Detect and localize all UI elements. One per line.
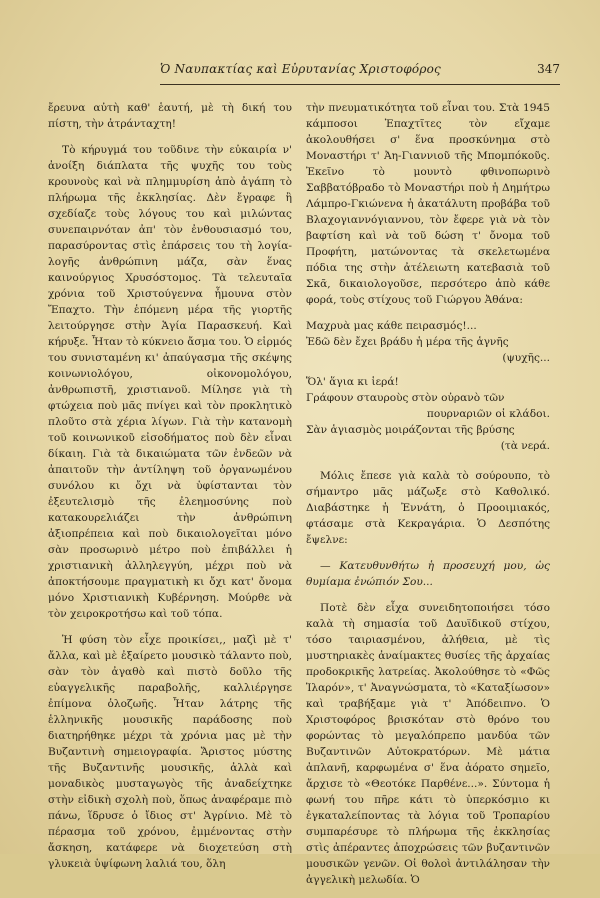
page-header [160,62,560,76]
chant-quote: — Κατευθυνθήτω ἡ προσευχή μου, ὡς θυμίαμα ἐνώπιόν Σου... [306,560,550,588]
paragraph: τὴν πνευματικότητα τοῦ εἶναι του. Στὰ 1945 κάμποσοι Ἐπαχτῖτες τὸν εἴχαμε ἀκολουθήσει σ' ἕνα προσκύνημα στὸ Μοναστήρι τ' Ἀη-Γιαννιοῦ τῆς Μπομπόκοῦς. Ἐκεῖνο τὸ μουντὸ φθινοπωρινὸ Σαββατόβραδο τὸ Μοναστήρι ποὺ ἡ Δημήτρω Λάμπρο-Γκιώνενα ἡ ἀκατάλυτη προβάβα τοῦ Βλαχογιαννόγιαννου, τὸν ἔφερε γιὰ νὰ τὸν βαφτίση καὶ νὰ τοῦ δώση τ' ὄνομα τοῦ Προφήτη, ματώνοντας τὰ σκελετωμένα πόδια της στὴν ἀτέλειωτη κατεβασιὰ τοῦ Σκᾶ, δικαιολογοῦσε, περσότερο ἀπὸ κάθε φορά, τοὺς στίχους τοῦ Γιώργου Ἀθάνα: [306,102,550,306]
paragraph: Ποτὲ δὲν εἶχα συνειδητοποιήσει τόσο καλὰ τὴ σημασία τοῦ Δαυϊδικοῦ στίχου, τόσο ταιριασμένου, ἀλήθεια, μὲ τὶς μυστηριακὲς ἀναίμακτες θυσίες τῆς ἀρχαίας προδοκρικῆς λατρείας. Ἀκολούθησε τὸ «Φῶς Ἱλαρόν», τ' Ἀναγνώσματα, τὸ «Καταξίωσον» καὶ τραβήξαμε γιὰ τ' Ἀπόδειπνο. Ὁ Χριστοφόρος βρισκόταν στὸ θρόνο του φορώντας τὸ μεγαλόπρεπο μανδύα τῶν Βυζαντινῶν Αὐτοκρατόρων. Μὲ μάτια ἀπλανῆ, καρφωμένα σ' ἕνα ἀόρατο σημεῖο, ἄρχισε τὸ «Θεοτόκε Παρθένε...». Σύντομα ἡ φωνή του πῆρε κάτι τὸ ὑπερκόσμιο κι ἐγκαταλείποντας τὰ λόγια τοῦ Τροπαρίου συμπαρέσυρε τὸ πλήρωμα τῆς ἐκκλησίας στὶς ἀπέραντες ἀποχρώσεις τῶν βυζαντινῶν μουσικῶν γενῶν. Οἱ θολοὶ ἀντιλάλησαν τὴν ἀγγελικὴ μελωδία. Ὁ [306,602,550,886]
left-column [48,100,292,882]
verse-line: Ὅλ' ἅγια κι ἱερά! [306,376,399,388]
verse-line: (ψυχῆς... [502,352,550,364]
running-title: Ὁ Ναυπακτίας καὶ Εὐρυτανίας Χριστοφόρος [160,62,441,76]
header-rule [160,84,560,85]
verse-line: πουρναριῶν οἱ κλάδοι. [426,408,550,420]
paragraph: Μόλις ἔπεσε γιὰ καλὰ τὸ σούρουπο, τὸ σήμαντρο μᾶς μάζωξε στὸ Καθολικό. Διαβάστηκε ἡ Ἐννάτη, ὁ Προοιμιακός, φτάσαμε στὰ Κεκραγάρια. Ὁ Δεσπότης ἔψελνε: [306,470,550,546]
verse-line: Ἐδῶ δὲν ἔχει βράδυ ἡ μέρα τῆς ἁγνῆς [306,336,509,348]
verse-line: (τὰ νερά. [500,440,550,452]
right-column [306,100,550,898]
verse-gap [306,366,550,374]
paragraph: Τὸ κήρυγμά του τοῦδινε τὴν εὐκαιρία ν' ἀνοίξη διάπλατα τῆς ψυχῆς του τοὺς κρουνοὺς καὶ νὰ πλημμυρίση ἀπὸ ἀγάπη τὸ πλήρωμα τῆς ἐκκλησίας. Δὲν ἔγραφε ἢ σχεδίαζε τοὺς λόγους του καὶ μιλώντας συνεπαιρνόταν ἀπ' τὸν ἐνθουσιασμό του, παρασύροντας στὶς ἐπάρσεις του τὴ λογία-λογῆς ἀνθρώπινη μάζα, σὰν ἕνας καινούργιος Χρυσόστομος. Τὰ τελευταῖα χρόνια τοῦ Χριστούγεννα ἦμουνα στὸν Ἔπαχτο. Τὴν ἑπόμενη μέρα τῆς γιορτῆς λειτούργησε στὴν Ἁγία Παρασκευή. Καὶ κήρυξε. Ἦταν τὸ κύκνειο ἄσμα του. Ὁ εἱρμός του συνισταμένη κι' ἀπαύγασμα τῆς σκέψης κοινωνιολόγου, οἰκονομολόγου, ἀνθρωπιστῆ, χριστιανοῦ. Μίλησε γιὰ τὴ φτώχεια ποὺ μᾶς πνίγει καὶ τὸν προκλητικὸ πλοῦτο στὰ χέρια λίγων. Γιὰ τὴν κατανομὴ τοῦ κοινωνικοῦ εἰσοδήματος ποὺ δὲν εἶναι δίκαιη. Γιὰ τὰ δικαιώματα τῶν ἐνδεῶν νὰ ἀπαιτοῦν τὴν ἀντίληψη τοῦ ὀργανωμένου συνόλου κι ὄχι νὰ ὑφίστανται τὸν ἐξευτελισμὸ τῆς ἐλεημοσύνης ποὺ κατακουρελιάζει τὴν ἀνθρώπινη ἀξιοπρέπεια καὶ ποὺ δικαιολογεῖται μόνο σὰν προσωρινὸ μέτρο ποὺ ἐπιβάλλει ἡ χριστιανικὴ ἀλληλεγγύη, μέχρι ποὺ νὰ ἀποκτήσουμε πραγματικὴ κι ὄχι κατ' ὄνομα μόνο Χριστιανικὴ Κυβέρνηση. Μούρθε νὰ τὸν χειροκροτήσω καὶ τοῦ τόπα. [48,144,293,620]
paragraph: ἔρευνα αὐτὴ καθ' ἑαυτή, μὲ τὴ δική του πίστη, τὴν ἀτράνταχτη! [48,102,292,130]
verse-line: Γράφουν σταυροὺς στὸν οὐρανὸ τῶν [306,392,505,404]
verse-line: Σὰν ἁγιασμὸς μοιράζονται τῆς βρύσης [306,424,515,436]
page-number: 347 [537,62,560,76]
verse-line: Μαχρυὰ μας κάθε πειρασμός!... [306,320,477,332]
paragraph: Ἡ φύση τὸν εἶχε προικίσει,, μαζὶ μὲ τ' ἄλλα, καὶ μὲ ἐξαίρετο μουσικὸ τάλαντο ποὺ, σὰν τὸν ἀγαθὸ καὶ πιστὸ δοῦλο τῆς εὐαγγελικῆς παραβολῆς, καλλιέργησε ἐπίμονα ὁλοζωῆς. Ἦταν λάτρης τῆς ἑλληνικῆς μουσικῆς παράδοσης ποὺ διατηρήθηκε μέχρι τὰ χρόνια μας μὲ τὴν Βυζαντινὴ σημειογραφία. Ἄριστος μύστης τῆς Βυζαντινῆς μουσικῆς, ἀλλὰ καὶ μοναδικὸς μυσταγωγὸς τῆς ἀναδείχτηκε στὴν εἰδικὴ σχολὴ ποὺ, ὅπως ἀναφέραμε πιὸ πάνω, ἵδρυσε ὁ ἴδιος στ' Ἀγρίνιο. Μὲ τὸ πέρασμα τοῦ χρόνου, ἐμμένοντας στὴν ἄσκηση, κατάφερε νὰ διοχετεύση στὴ γλυκειὰ ὑψίφωνη λαλιά του, ὅλη [48,634,292,870]
poem-quote [306,318,550,454]
